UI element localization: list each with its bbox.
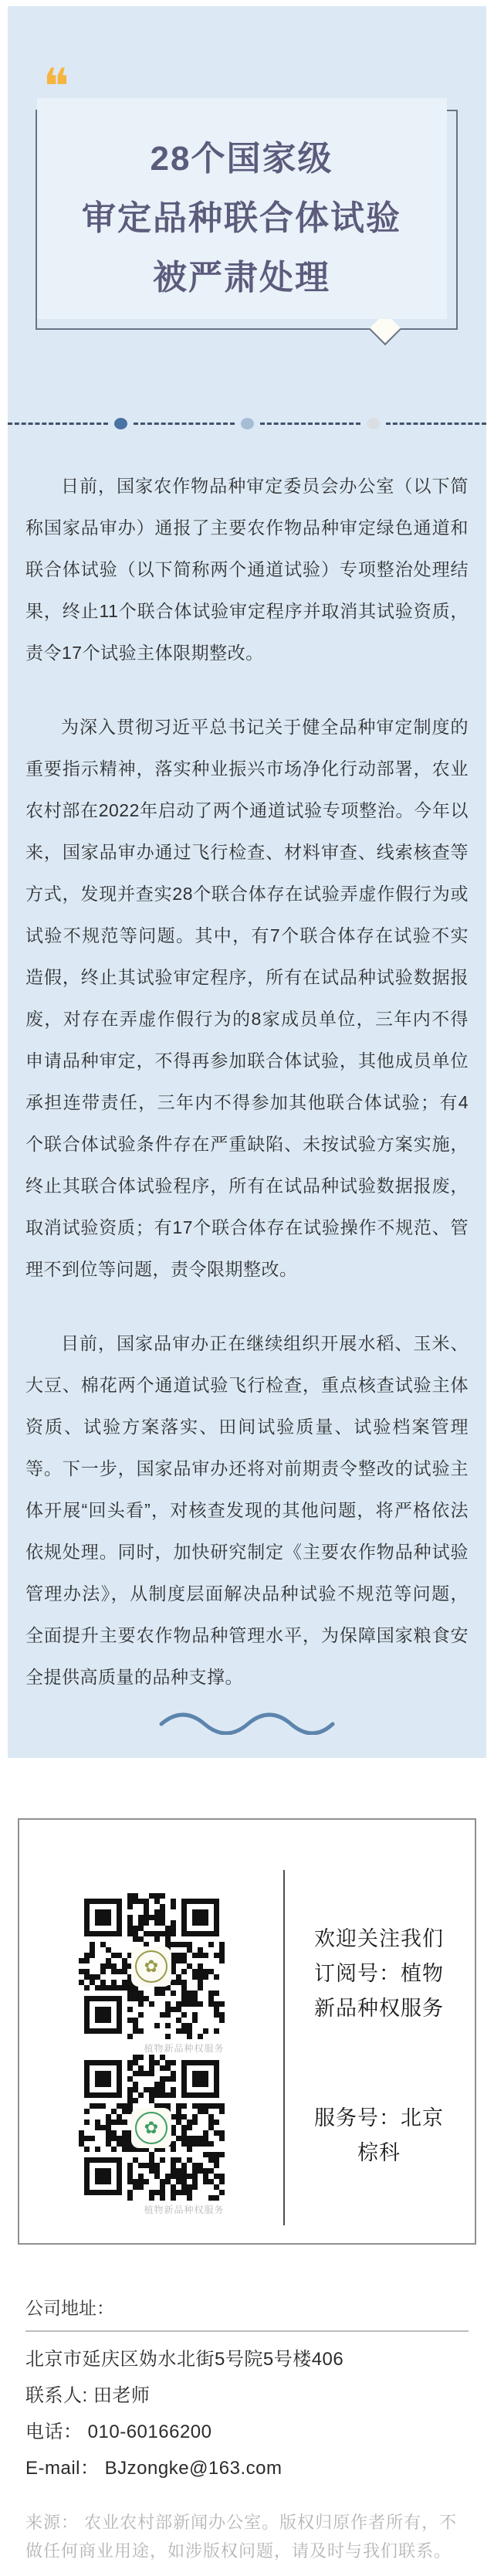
title-line: 28个国家级: [150, 140, 333, 178]
article-paragraph: 为深入贯彻习近平总书记关于健全品种审定制度的重要指示精神，落实种业振兴市场净化行动部署，农业农村部在2022年启动了两个通道试验专项整治。今年以来，国家品审办通过飞行检查、材料审查、线索核查等方式，发现并查实28个联合体存在试验弄虚作假行为或试验不规范等问题。其中，有7个联合体存在试验不实造假，终止其试验审定程序，所有在试品种试验数据报废，对存在弄虚作假行为的8家成员单位，三年内不得申请品种审定，不得再参加联合体试验，其他成员单位承担连带责任，三年内不得参加其他联合体试验；有4个联合体试验条件存在严重缺陷、未按试验方案实施，终止其联合体试验程序，所有在试品种试验数据报废，取消试验资质；有17个联合体存在试验操作不规范、管理不到位等问题，责令限期整改。: [25, 717, 469, 1279]
email-address: E-mail： BJzongke@163.com: [25, 2458, 283, 2479]
article-panel: [8, 6, 486, 1758]
article-body: [8, 429, 486, 1698]
caption-line: 服务号：北京: [314, 2106, 444, 2130]
qr-watermark-text: 植物新品种权服务: [144, 2204, 225, 2215]
title-line: 被严肃处理: [153, 259, 330, 297]
qr-watermark-text: 植物新品种权服务: [144, 2043, 225, 2054]
title-line: 审定品种联合体试验: [82, 199, 401, 237]
quote-icon: ❝: [42, 59, 69, 116]
qr-column: [19, 1893, 283, 2055]
phone-number: 电话： 010-60166200: [25, 2422, 212, 2442]
contact-section: [25, 2294, 469, 2486]
dash-segment: [386, 423, 486, 425]
caption-line: 订阅号：植物: [314, 1962, 444, 1985]
dash-segment: [260, 423, 360, 425]
source-copyright-note: 来源： 农业农村部新闻办公室。版权归原作者所有，不做任何商业用途，如涉版权问题，请及时与我们联系。: [25, 2513, 458, 2561]
quote-card-body: [37, 59, 447, 319]
qr-column: [19, 2055, 283, 2216]
wave-divider: [157, 1709, 337, 1735]
service-account-caption: [283, 2101, 475, 2170]
company-address-label: 公司地址：: [25, 2298, 114, 2318]
caption-line: 棕科: [357, 2140, 401, 2164]
subscription-qr-code-image: [79, 1893, 225, 2039]
quote-card: [37, 59, 458, 347]
dashed-dot-divider: [8, 418, 486, 429]
caption-line: 欢迎关注我们: [314, 1927, 444, 1950]
dash-segment: [134, 423, 234, 425]
qr-center-logo: [131, 2108, 171, 2148]
article-paragraph: 日前，国家农作物品种审定委员会办公室（以下简称国家品审办）通报了主要农作物品种审定绿色通道和联合体试验（以下简称两个通道试验）专项整治处理结果，终止11个联合体试验审定程序并取消其试验资质，责令17个试验主体限期整改。: [25, 476, 469, 663]
service-qr-code-image: [79, 2055, 225, 2201]
service-account-row: [19, 2055, 475, 2216]
divider-dot: [367, 418, 380, 429]
subscription-account-caption: [283, 1922, 475, 2026]
caption-line: 新品种权服务: [314, 1997, 444, 2020]
article-paragraph: 目前，国家品审办正在继续组织开展水稻、玉米、大豆、棉花两个通道试验飞行检查，重点核查试验主体资质、试验方案落实、田间试验质量、试验档案管理等。下一步，国家品审办还将对前期责令整改的试验主体开展“回头看”，对核查发现的其他问题，将严格依法依规处理。同时，加快研究制定《主要农作物品种试验管理办法》，从制度层面解决品种试验不规范等问题，全面提升主要农作物品种管理水平，为保障国家粮食安全提供高质量的品种支撑。: [25, 1333, 469, 1687]
vertical-divider: [283, 1870, 285, 2225]
flower-logo-icon: ✿: [135, 1950, 167, 1983]
qr-center-logo: [131, 1946, 171, 1987]
divider-dot: [114, 418, 127, 429]
flower-logo-icon: ✿: [135, 2112, 167, 2144]
company-address: 北京市延庆区妫水北街5号院5号楼406: [25, 2349, 344, 2370]
subscription-account-row: [19, 1893, 475, 2055]
article-title: [37, 98, 447, 307]
divider-dot: [241, 418, 254, 429]
follow-us-box: [18, 1818, 476, 2245]
dash-segment: [8, 423, 108, 425]
divider-rule: [25, 2330, 469, 2332]
contact-person: 联系人: 田老师: [25, 2385, 151, 2406]
